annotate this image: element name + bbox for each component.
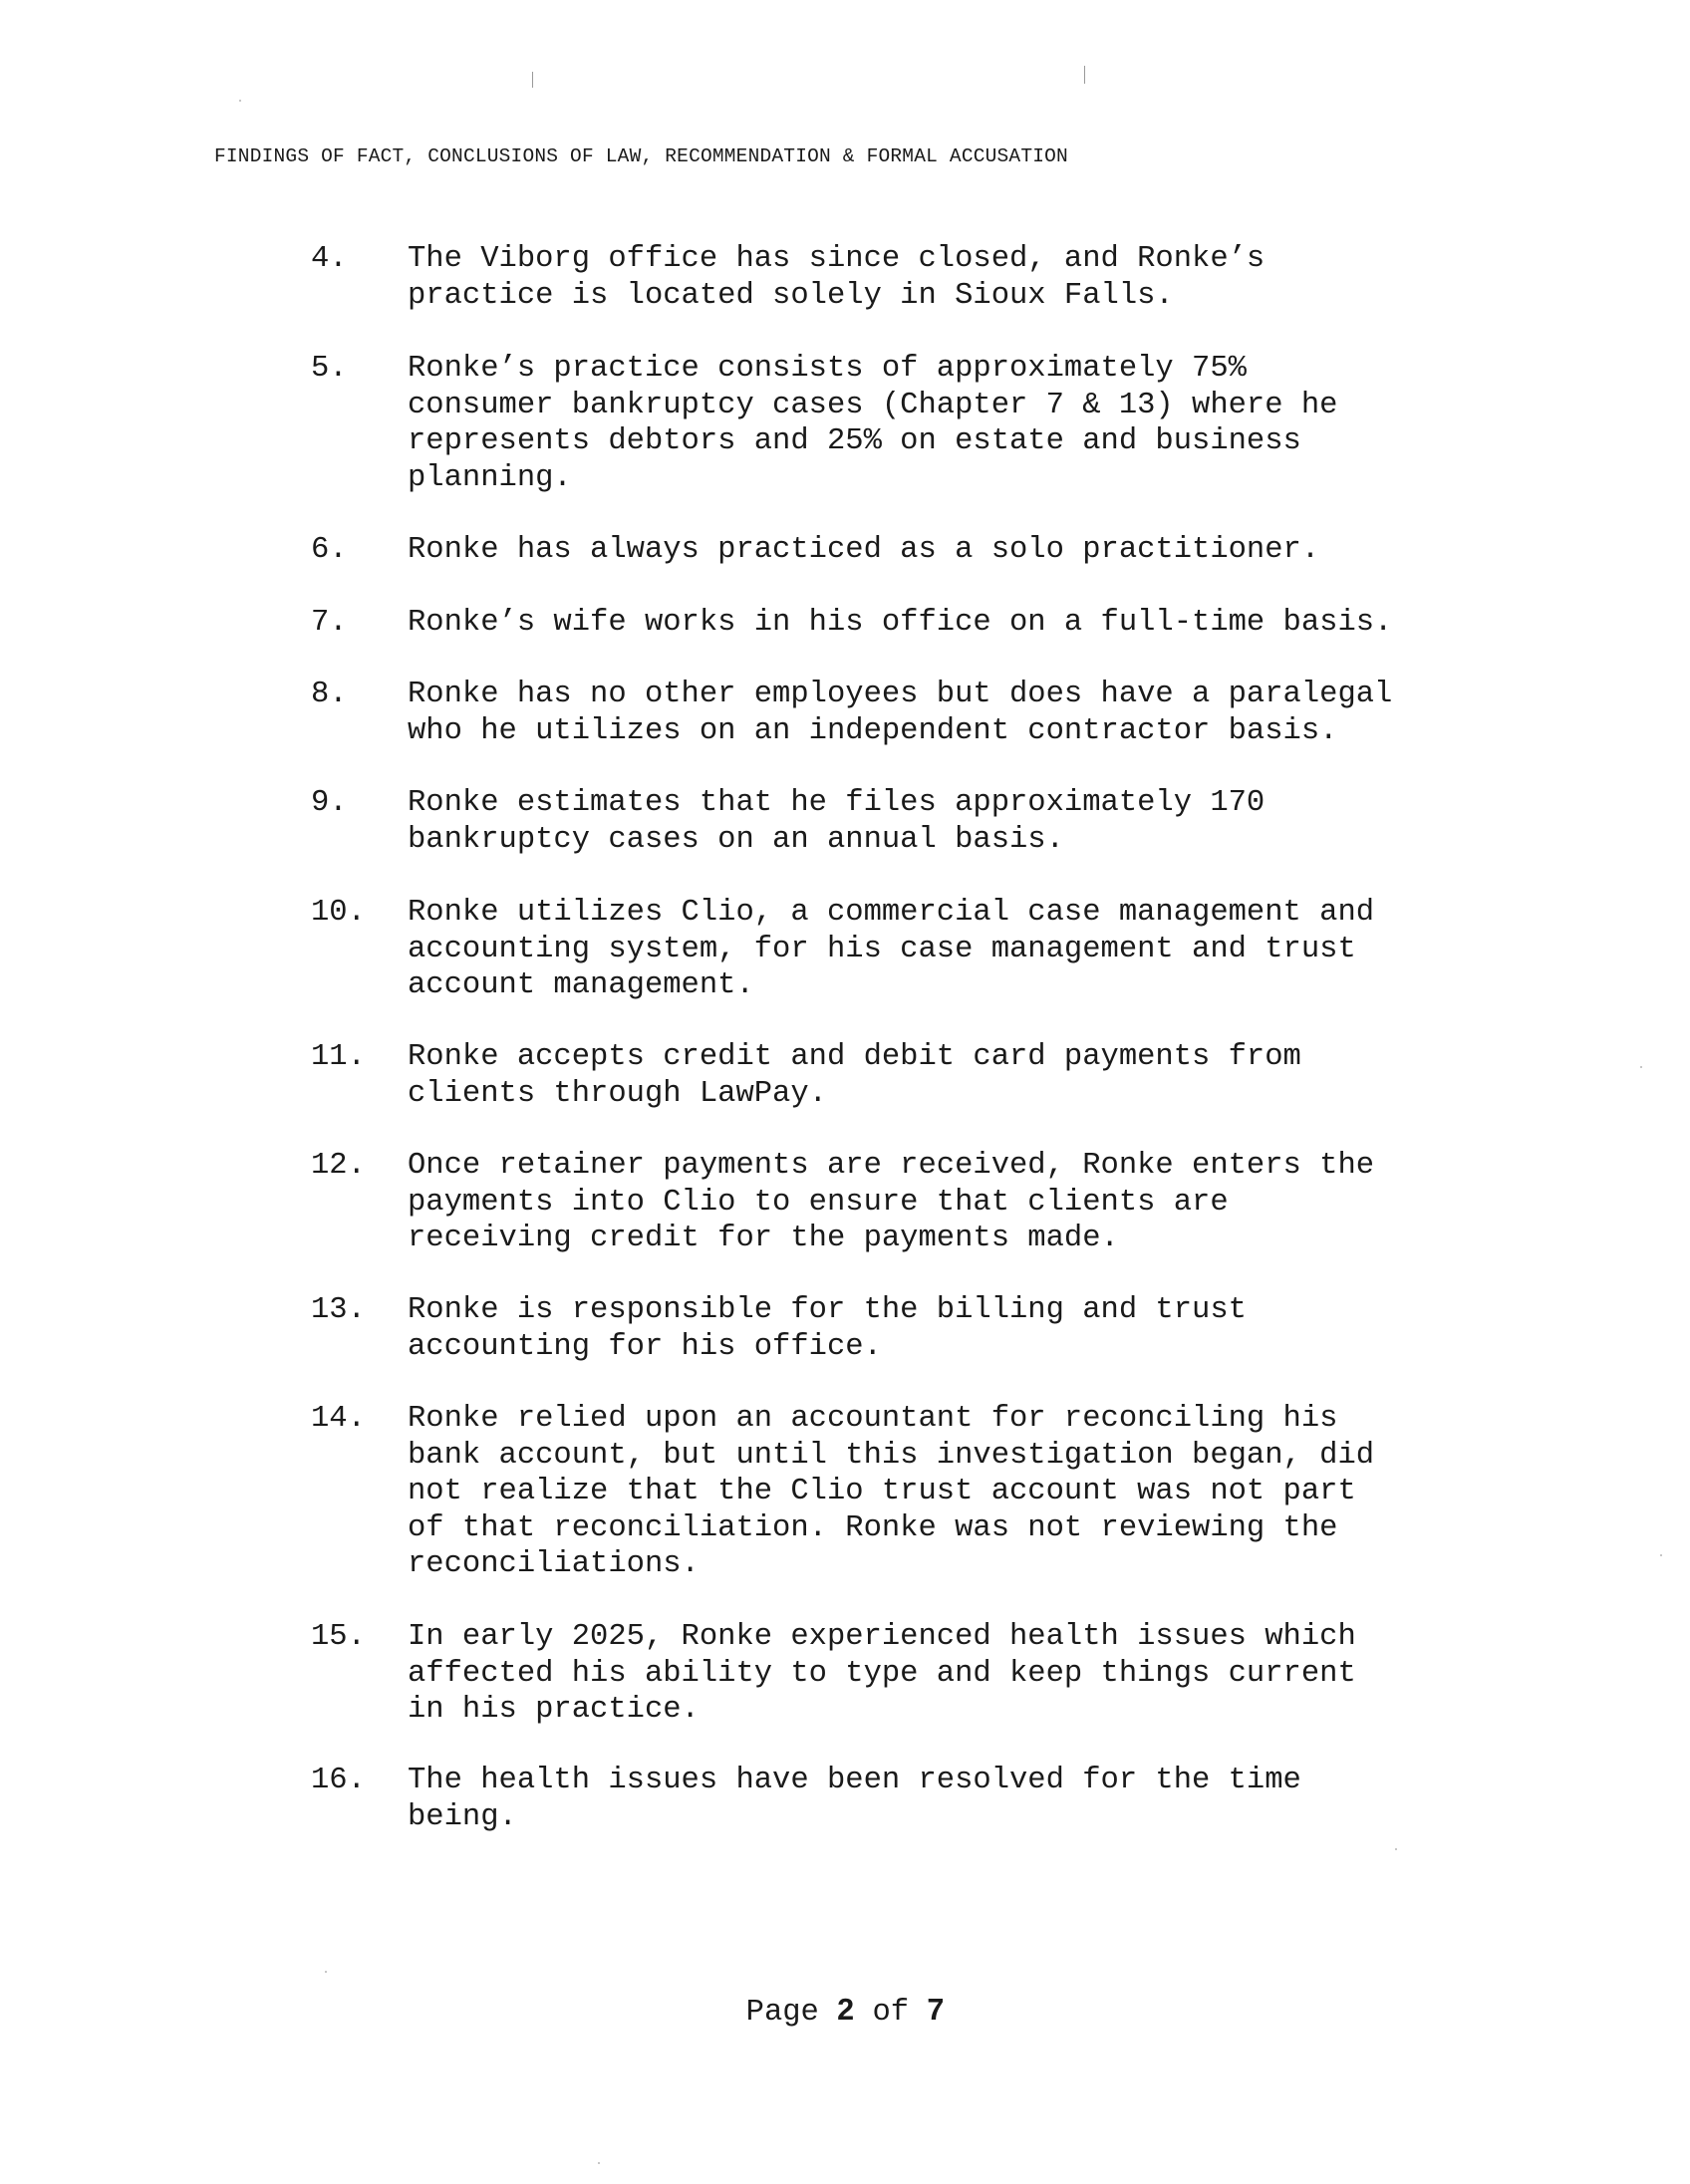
page-label: Page bbox=[745, 1996, 819, 2030]
finding-number: 13. bbox=[311, 1293, 366, 1327]
finding-text: Ronke relied upon an accountant for reconciling his bank account, but until this investigation began, did not realize that the Clio trust account was not part of that reconciliation. Ronke was not reviewing the reconciliations. bbox=[408, 1402, 1375, 1581]
finding-text: The Viborg office has since closed, and Ronke’s practice is located solely in Sioux Falls. bbox=[408, 242, 1266, 313]
finding-number: 5. bbox=[311, 352, 348, 386]
finding-text: Ronke has always practiced as a solo practitioner. bbox=[408, 533, 1320, 567]
finding-number: 7. bbox=[311, 606, 348, 640]
finding-number: 11. bbox=[311, 1040, 366, 1074]
finding-text: The health issues have been resolved for the time being. bbox=[408, 1764, 1301, 1834]
finding-text: Ronke has no other employees but does have a paralegal who he utilizes on an independent contractor basis. bbox=[408, 678, 1393, 748]
of-label: of bbox=[872, 1996, 910, 2030]
scan-speck bbox=[239, 100, 241, 102]
finding-number: 6. bbox=[311, 533, 348, 567]
scan-speck bbox=[1660, 1554, 1662, 1556]
document-header: FINDINGS OF FACT, CONCLUSIONS OF LAW, RECOMMENDATION & FORMAL ACCUSATION bbox=[214, 145, 1068, 167]
scan-artifact bbox=[532, 72, 533, 88]
total-pages-number: 7 bbox=[927, 1993, 945, 2027]
finding-number: 4. bbox=[311, 242, 348, 276]
finding-number: 8. bbox=[311, 678, 348, 711]
scan-speck bbox=[1395, 1848, 1397, 1850]
current-page-number: 2 bbox=[837, 1993, 855, 2027]
finding-text: In early 2025, Ronke experienced health issues which affected his ability to type and keep things current in his practice. bbox=[408, 1620, 1356, 1727]
finding-number: 16. bbox=[311, 1764, 366, 1797]
finding-text: Ronke is responsible for the billing and trust accounting for his office. bbox=[408, 1293, 1247, 1364]
finding-number: 10. bbox=[311, 896, 366, 930]
scan-speck bbox=[598, 2162, 600, 2164]
finding-number: 9. bbox=[311, 786, 348, 820]
finding-text: Ronke estimates that he files approximately 170 bankruptcy cases on an annual basis. bbox=[408, 786, 1266, 857]
page-footer bbox=[0, 1993, 1690, 2030]
finding-number: 14. bbox=[311, 1402, 366, 1436]
finding-text: Ronke utilizes Clio, a commercial case management and accounting system, for his case management and trust account management. bbox=[408, 896, 1375, 1002]
finding-text: Once retainer payments are received, Ronke enters the payments into Clio to ensure that clients are receiving credit for the payments made. bbox=[408, 1149, 1375, 1255]
finding-text: Ronke accepts credit and debit card payments from clients through LawPay. bbox=[408, 1040, 1301, 1111]
finding-text: Ronke’s wife works in his office on a full-time basis. bbox=[408, 606, 1393, 640]
scan-speck bbox=[325, 1971, 327, 1973]
scan-speck bbox=[1640, 1066, 1642, 1068]
finding-number: 12. bbox=[311, 1149, 366, 1183]
finding-number: 15. bbox=[311, 1620, 366, 1654]
scan-artifact bbox=[1084, 66, 1085, 84]
finding-text: Ronke’s practice consists of approximately 75% consumer bankruptcy cases (Chapter 7 & 13) where he represents debtors and 25% on estate and business planning. bbox=[408, 352, 1338, 495]
